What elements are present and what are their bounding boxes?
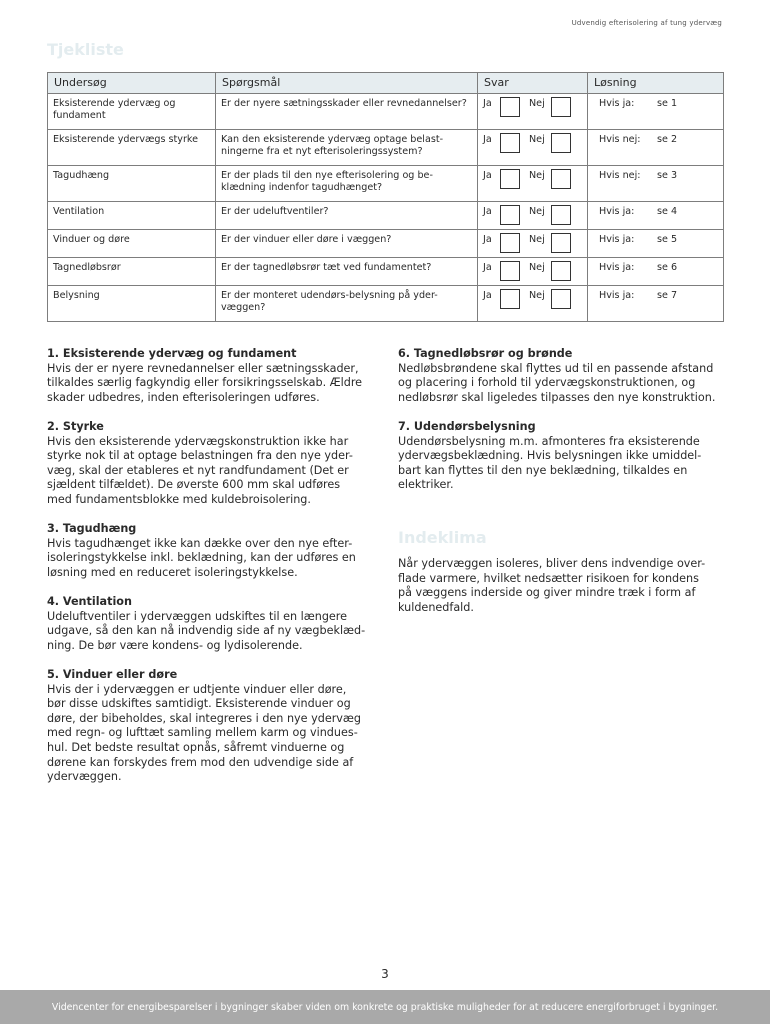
nej-checkbox[interactable]	[551, 289, 571, 309]
note-body: Hvis der i ydervæggen er udtjente vinduer eller døre, bør disse udskiftes samtidigt. Eksisterende vinduer og døre, der bibeholdes, skal integreres i den nye ydervæg med regn- og lufttæt samling mellem karm og vindues- hul. Det bedste resultat opnås, såfremt vinduerne og dørene kan forskydes frem mod den udvendige side af ydervæggen.	[47, 682, 362, 784]
nej-label: Nej	[529, 290, 545, 301]
ja-label: Ja	[483, 98, 492, 109]
cell-svar	[478, 166, 588, 202]
table-row	[48, 230, 724, 258]
nej-label: Nej	[529, 170, 545, 181]
ja-checkbox[interactable]	[500, 233, 520, 253]
col-header-svar: Svar	[478, 73, 588, 94]
cell-svar	[478, 202, 588, 230]
nej-checkbox[interactable]	[551, 261, 571, 281]
cell-undersog: Eksisterende ydervægs styrke	[48, 130, 216, 166]
ja-checkbox[interactable]	[500, 97, 520, 117]
note-item	[398, 420, 728, 493]
note-heading: 1. Eksisterende ydervæg og fundament	[47, 347, 297, 360]
ja-checkbox[interactable]	[500, 289, 520, 309]
checklist-table	[47, 72, 724, 322]
nej-checkbox[interactable]	[551, 133, 571, 153]
losning-condition: Hvis nej:	[599, 170, 641, 181]
nej-label: Nej	[529, 98, 545, 109]
cell-svar	[478, 286, 588, 322]
cell-sporgsmal: Er der nyere sætningsskader eller revnedannelser?	[216, 94, 478, 130]
cell-undersog: Belysning	[48, 286, 216, 322]
table-header-row	[48, 73, 724, 94]
footer-bar	[0, 990, 770, 1024]
cell-losning	[588, 258, 724, 286]
note-item	[47, 522, 377, 580]
notes-right-column	[398, 347, 728, 508]
note-item	[47, 347, 377, 405]
losning-reference: se 3	[657, 170, 678, 181]
note-heading: 4. Ventilation	[47, 595, 132, 609]
losning-reference: se 7	[657, 290, 678, 301]
indeklima-title: Indeklima	[398, 528, 487, 547]
note-heading: 5. Vinduer eller døre	[47, 668, 178, 682]
checklist-title: Tjekliste	[47, 40, 124, 59]
losning-condition: Hvis ja:	[599, 206, 635, 217]
cell-sporgsmal: Er der plads til den nye efterisolering og be-klædning indenfor tagudhænget?	[216, 166, 478, 202]
notes-left-column	[47, 347, 377, 799]
note-item	[398, 347, 728, 405]
nej-label: Nej	[529, 134, 545, 145]
losning-reference: se 2	[657, 134, 678, 145]
ja-checkbox[interactable]	[500, 205, 520, 225]
ja-checkbox[interactable]	[500, 133, 520, 153]
nej-checkbox[interactable]	[551, 233, 571, 253]
cell-undersog: Eksisterende ydervæg og fundament	[48, 94, 216, 130]
table-row	[48, 94, 724, 130]
cell-losning	[588, 230, 724, 258]
cell-sporgsmal: Kan den eksisterende ydervæg optage belast-ningerne fra et nyt efterisoleringssystem?	[216, 130, 478, 166]
table-row	[48, 258, 724, 286]
indeklima-body: Når ydervæggen isoleres, bliver dens indvendige over- flade varmere, hvilket nedsætter risikoen for kondens på væggens inderside og giver mindre træk i form af kuldenedfald.	[398, 557, 706, 614]
nej-checkbox[interactable]	[551, 97, 571, 117]
cell-losning	[588, 202, 724, 230]
col-header-losning: Løsning	[588, 73, 724, 94]
note-heading: 7. Udendørsbelysning	[398, 419, 536, 433]
losning-condition: Hvis ja:	[599, 98, 635, 109]
nej-label: Nej	[529, 262, 545, 273]
cell-sporgsmal: Er der tagnedløbsrør tæt ved fundamentet?	[216, 258, 478, 286]
table-row	[48, 130, 724, 166]
note-heading: 6. Tagnedløbsrør og brønde	[398, 347, 573, 360]
cell-losning	[588, 130, 724, 166]
cell-undersog: Vinduer og døre	[48, 230, 216, 258]
nej-label: Nej	[529, 234, 545, 245]
cell-svar	[478, 94, 588, 130]
cell-losning	[588, 286, 724, 322]
cell-undersog: Tagnedløbsrør	[48, 258, 216, 286]
note-item	[47, 420, 377, 508]
note-body: Hvis den eksisterende ydervægskonstruktion ikke har styrke nok til at optage belastningen fra den nye yder- væg, skal der etableres et nyt randfundament (Det er sjældent tilfældet). De øverste 600 mm skal udføres med fundamentsblokke med kuldebroisolering.	[47, 434, 353, 506]
cell-svar	[478, 130, 588, 166]
ja-label: Ja	[483, 234, 492, 245]
running-header: Udvendig efterisolering af tung ydervæg	[571, 19, 722, 27]
cell-sporgsmal: Er der udeluftventiler?	[216, 202, 478, 230]
losning-condition: Hvis nej:	[599, 134, 641, 145]
ja-checkbox[interactable]	[500, 169, 520, 189]
note-heading: 2. Styrke	[47, 419, 104, 433]
cell-losning	[588, 166, 724, 202]
ja-label: Ja	[483, 290, 492, 301]
col-header-sporgsmal: Spørgsmål	[216, 73, 478, 94]
losning-condition: Hvis ja:	[599, 262, 635, 273]
cell-undersog: Tagudhæng	[48, 166, 216, 202]
note-item	[47, 595, 377, 653]
table-row	[48, 286, 724, 322]
page-number: 3	[381, 967, 389, 981]
cell-svar	[478, 230, 588, 258]
ja-label: Ja	[483, 206, 492, 217]
table-row	[48, 166, 724, 202]
ja-label: Ja	[483, 170, 492, 181]
losning-reference: se 5	[657, 234, 678, 245]
note-body: Udeluftventiler i ydervæggen udskiftes til en længere udgave, så den kan nå indvendig side af ny vægbeklæd- ning. De bør være kondens- og lydisolerende.	[47, 609, 366, 652]
note-body: Nedløbsbrøndene skal flyttes ud til en passende afstand og placering i forhold til ydervægskonstruktionen, og nedløbsrør skal ligeledes tilpasses den nye konstruktion.	[398, 361, 716, 404]
cell-svar	[478, 258, 588, 286]
losning-reference: se 4	[657, 206, 678, 217]
col-header-undersog: Undersøg	[48, 73, 216, 94]
ja-checkbox[interactable]	[500, 261, 520, 281]
losning-condition: Hvis ja:	[599, 290, 635, 301]
ja-label: Ja	[483, 262, 492, 273]
note-heading: 3. Tagudhæng	[47, 522, 137, 536]
table-row	[48, 202, 724, 230]
note-item	[47, 668, 377, 785]
losning-reference: se 1	[657, 98, 678, 109]
footer-text: Videncenter for energibesparelser i bygninger skaber viden om konkrete og praktiske muligheder for at reducere energiforbruget i bygninger.	[51, 1001, 719, 1013]
note-body: Hvis der er nyere revnedannelser eller sætningsskader, tilkaldes særlig fagkyndig eller forsikringsselskab. Ældre skader udbedres, inden efterisoleringen udføres.	[47, 361, 363, 404]
note-body: Hvis tagudhænget ikke kan dække over den nye efter- isoleringstykkelse inkl. beklædning, kan der udføres en løsning med en reduceret isoleringstykkelse.	[47, 536, 356, 579]
nej-label: Nej	[529, 206, 545, 217]
losning-reference: se 6	[657, 262, 678, 273]
nej-checkbox[interactable]	[551, 169, 571, 189]
cell-undersog: Ventilation	[48, 202, 216, 230]
losning-condition: Hvis ja:	[599, 234, 635, 245]
cell-sporgsmal: Er der vinduer eller døre i væggen?	[216, 230, 478, 258]
nej-checkbox[interactable]	[551, 205, 571, 225]
cell-sporgsmal: Er der monteret udendørs-belysning på yder-væggen?	[216, 286, 478, 322]
ja-label: Ja	[483, 134, 492, 145]
note-body: Udendørsbelysning m.m. afmonteres fra eksisterende ydervægsbeklædning. Hvis belysningen ikke umiddel- bart kan flyttes til den nye beklædning, tilkaldes en elektriker.	[398, 434, 702, 492]
cell-losning	[588, 94, 724, 130]
